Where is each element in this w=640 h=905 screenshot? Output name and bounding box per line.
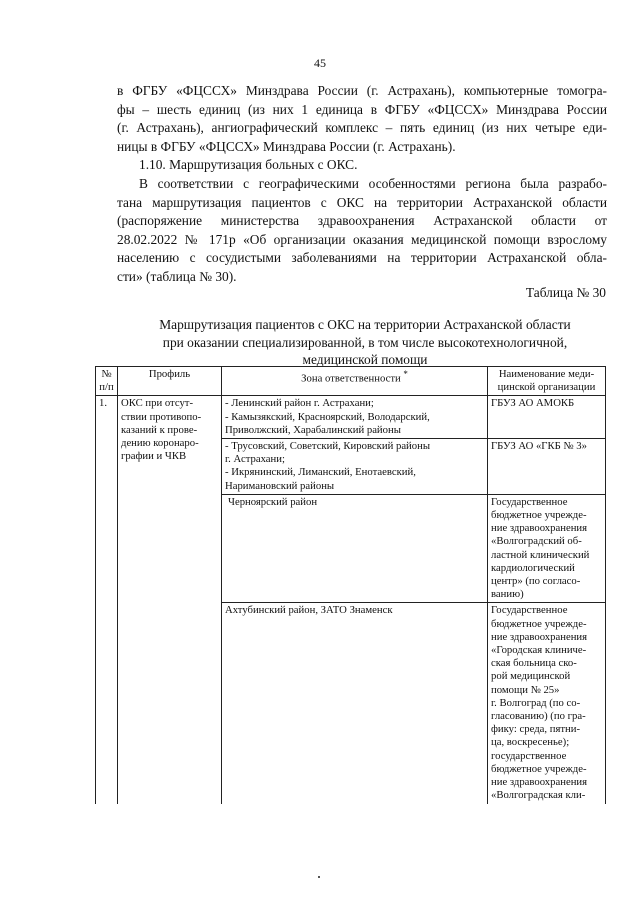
cell-zone [222, 439, 488, 495]
header-zone-text: Зона ответственности [301, 372, 401, 385]
header-zone-footnote-mark: * [403, 369, 408, 379]
zone-line: Черноярский район [228, 495, 318, 508]
org-line: бюджетное учрежде- [491, 617, 587, 630]
org-line: центр» (по согласо- [491, 575, 581, 588]
table-header-row [96, 367, 606, 396]
org-line: ние здравоохранения [491, 630, 588, 643]
cell-zone [222, 603, 488, 804]
cell-zone [222, 494, 488, 603]
org-line: Государственное [491, 495, 568, 508]
text-line: В соответствии с географическими особенностями региона была разрабо- [139, 176, 607, 191]
zone-line: - Трусовский, Советский, Кировский районы [225, 440, 431, 453]
header-org-line: цинской организации [497, 381, 596, 394]
zone-line: г. Астрахани; [225, 453, 285, 466]
table-title-line: медицинской помощи [302, 352, 428, 367]
cell-profile [118, 396, 222, 804]
text-line: в ФГБУ «ФЦССХ» Минздрава России (г. Астрахань), компьютерные томогра- [117, 83, 607, 98]
org-line: гласованию) (по гра- [491, 710, 586, 723]
table-row [96, 396, 606, 439]
profile-line: казаний к прове- [121, 423, 198, 436]
section-heading [117, 156, 607, 175]
header-org-line: Наименование меди- [498, 368, 595, 380]
org-line: помощи № 25» [491, 683, 560, 696]
body-paragraph-1 [117, 82, 607, 156]
org-line: ние здравоохранения [491, 776, 588, 789]
page-number: 45 [314, 56, 326, 70]
org-line: ская больница ско- [491, 657, 577, 670]
profile-line: графии и ЧКВ [121, 450, 187, 463]
org-line: «Волгоградский об- [491, 535, 582, 548]
text-line: 28.02.2022 № 171р «Об организации оказания медицинской помощи взрослому [117, 231, 607, 247]
text-line: населению с сосудистыми заболеваниями на территории Астраханской обла- [117, 250, 607, 266]
org-line: фику: среда, пятни- [491, 723, 581, 736]
org-line: г. Волгоград (по со- [491, 696, 581, 709]
zone-line: - Ленинский район г. Астрахани; [225, 397, 374, 410]
org-line: ванию) [491, 588, 524, 601]
scan-artifact-dot [318, 876, 320, 878]
header-num-line: п/п [99, 381, 114, 394]
text-line: сти» (таблица № 30). [117, 268, 237, 284]
cell-org [488, 396, 606, 439]
org-line: ластной клинический [491, 548, 590, 561]
cell-org [488, 439, 606, 495]
profile-line: ОКС при отсут- [121, 397, 194, 410]
org-line: Государственное [491, 604, 568, 617]
profile-line: ствии противопо- [121, 410, 202, 423]
table-label: Таблица № 30 [525, 285, 606, 300]
org-line: кардиологический [491, 561, 575, 574]
cell-num: 1. [96, 396, 118, 804]
cell-org [488, 494, 606, 603]
text-line: фы – шесть единиц (из них 1 единица в ФГБУ «ФЦССХ» Минздрава России [117, 101, 607, 117]
header-zone [222, 367, 488, 396]
text-line: ницы в ФГБУ «ФЦССХ» Минздрава России (г. Астрахань). [117, 138, 456, 154]
org-line: ца, воскресенье); [491, 736, 570, 749]
zone-line: Ахтубинский район, ЗАТО Знаменск [225, 604, 393, 617]
body-paragraph-2 [117, 175, 607, 287]
org-line: ние здравоохранения [491, 522, 588, 535]
zone-line: Наримановский районы [225, 479, 335, 492]
header-num-line: № [101, 368, 112, 380]
org-line: бюджетное учрежде- [491, 509, 587, 522]
zone-line: - Икрянинский, Лиманский, Енотаевский, [225, 466, 416, 479]
table-title [120, 316, 610, 369]
text-line: 1.10. Маршрутизация больных с ОКС. [139, 157, 358, 172]
header-num [96, 367, 118, 396]
org-line: «Волгоградская кли- [491, 789, 586, 802]
text-line: тана маршрутизация пациентов с ОКС на территории Астраханской области [117, 194, 607, 210]
org-line: рой медицинской [491, 670, 571, 683]
cell-zone [222, 396, 488, 439]
text-line: (г. Астрахань), ангиографический комплекс – пять единиц (из них четыре еди- [117, 120, 607, 136]
org-line: ГБУЗ АО «ГКБ № 3» [491, 440, 587, 453]
zone-line: - Камызякский, Красноярский, Володарский, [225, 410, 430, 423]
org-line: бюджетное учрежде- [491, 762, 587, 775]
cell-org [488, 603, 606, 804]
profile-line: дению коронаро- [121, 437, 199, 450]
table-title-line: при оказании специализированной, в том числе высокотехнологичной, [162, 334, 568, 350]
table-title-line: Маршрутизация пациентов с ОКС на территории Астраханской области [159, 317, 571, 332]
org-line: ГБУЗ АО АМОКБ [491, 397, 575, 410]
org-line: «Городская клиниче- [491, 644, 587, 657]
text-line: (распоряжение министерства здравоохранения Астраханской области от [117, 213, 607, 229]
routing-table [95, 366, 606, 804]
header-org [488, 367, 606, 396]
header-profile: Профиль [118, 367, 222, 396]
org-line: государственное [491, 749, 567, 762]
zone-line: Приволжский, Харабалинский районы [225, 423, 401, 436]
